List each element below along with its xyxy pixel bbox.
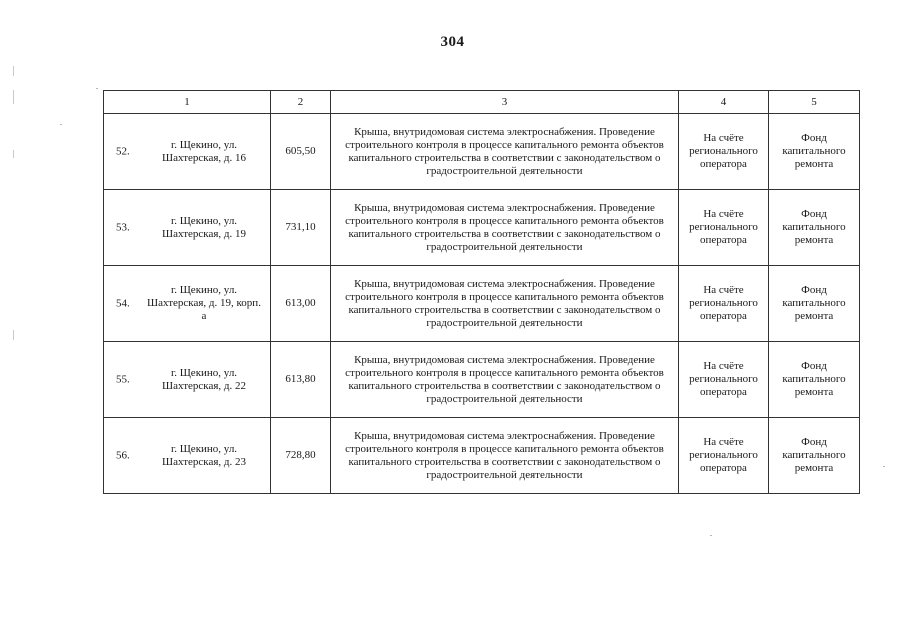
fund-name: Фонд капитального ремонта bbox=[769, 342, 860, 418]
address-cell bbox=[104, 418, 271, 494]
address-text: г. Щекино, ул. Шахтерская, д. 23 bbox=[162, 442, 246, 468]
works-description: Крыша, внутридомовая система электроснабжения. Проведение строительного контроля в процессе капитального ремонта объектов капитального строительства в соответствии с законодательством о градостроительной деятельности bbox=[331, 418, 679, 494]
area-value: 613,80 bbox=[271, 342, 331, 418]
works-description: Крыша, внутридомовая система электроснабжения. Проведение строительного контроля в процессе капитального ремонта объектов капитального строительства в соответствии с законодательством о градостроительной деятельности bbox=[331, 114, 679, 190]
funding-source: На счёте регионального оператора bbox=[679, 342, 769, 418]
table-row bbox=[104, 114, 860, 190]
column-header: 4 bbox=[679, 91, 769, 114]
register-table bbox=[103, 90, 860, 494]
address-cell bbox=[104, 342, 271, 418]
row-number: 53. bbox=[116, 221, 130, 233]
area-value: 605,50 bbox=[271, 114, 331, 190]
table-row bbox=[104, 190, 860, 266]
area-value: 613,00 bbox=[271, 266, 331, 342]
fund-name: Фонд капитального ремонта bbox=[769, 190, 860, 266]
address-text: г. Щекино, ул. Шахтерская, д. 16 bbox=[162, 138, 246, 164]
address-cell bbox=[104, 114, 271, 190]
funding-source: На счёте регионального оператора bbox=[679, 114, 769, 190]
table-row bbox=[104, 418, 860, 494]
address-text: г. Щекино, ул. Шахтерская, д. 19 bbox=[162, 214, 246, 240]
row-number: 55. bbox=[116, 373, 130, 385]
address-text: г. Щекино, ул. Шахтерская, д. 22 bbox=[162, 366, 246, 392]
address-cell bbox=[104, 190, 271, 266]
funding-source: На счёте регионального оператора bbox=[679, 190, 769, 266]
funding-source: На счёте регионального оператора bbox=[679, 418, 769, 494]
address-text: г. Щекино, ул. Шахтерская, д. 19, корп. а bbox=[147, 284, 261, 322]
scan-speck bbox=[60, 124, 62, 125]
scan-margin-mark bbox=[13, 90, 14, 104]
scan-margin-mark bbox=[13, 330, 14, 340]
page-number: 304 bbox=[440, 34, 465, 50]
works-description: Крыша, внутридомовая система электроснабжения. Проведение строительного контроля в процессе капитального ремонта объектов капитального строительства в соответствии с законодательством о градостроительной деятельности bbox=[331, 190, 679, 266]
scan-speck bbox=[96, 88, 98, 89]
area-value: 731,10 bbox=[271, 190, 331, 266]
works-description: Крыша, внутридомовая система электроснабжения. Проведение строительного контроля в процессе капитального ремонта объектов капитального строительства в соответствии с законодательством о градостроительной деятельности bbox=[331, 342, 679, 418]
row-number: 54. bbox=[116, 297, 130, 309]
fund-name: Фонд капитального ремонта bbox=[769, 418, 860, 494]
scan-speck bbox=[710, 535, 712, 536]
funding-source: На счёте регионального оператора bbox=[679, 266, 769, 342]
table-row bbox=[104, 266, 860, 342]
fund-name: Фонд капитального ремонта bbox=[769, 266, 860, 342]
works-description: Крыша, внутридомовая система электроснабжения. Проведение строительного контроля в процессе капитального ремонта объектов капитального строительства в соответствии с законодательством о градостроительной деятельности bbox=[331, 266, 679, 342]
row-number: 56. bbox=[116, 449, 130, 461]
fund-name: Фонд капитального ремонта bbox=[769, 114, 860, 190]
column-header: 2 bbox=[271, 91, 331, 114]
table-row bbox=[104, 342, 860, 418]
scan-speck bbox=[883, 466, 885, 467]
table-header-row bbox=[104, 91, 860, 114]
column-header: 3 bbox=[331, 91, 679, 114]
row-number: 52. bbox=[116, 145, 130, 157]
address-cell bbox=[104, 266, 271, 342]
column-header: 5 bbox=[769, 91, 860, 114]
column-header: 1 bbox=[104, 91, 271, 114]
scan-margin-mark bbox=[13, 66, 14, 76]
scan-margin-mark bbox=[13, 150, 14, 158]
area-value: 728,80 bbox=[271, 418, 331, 494]
